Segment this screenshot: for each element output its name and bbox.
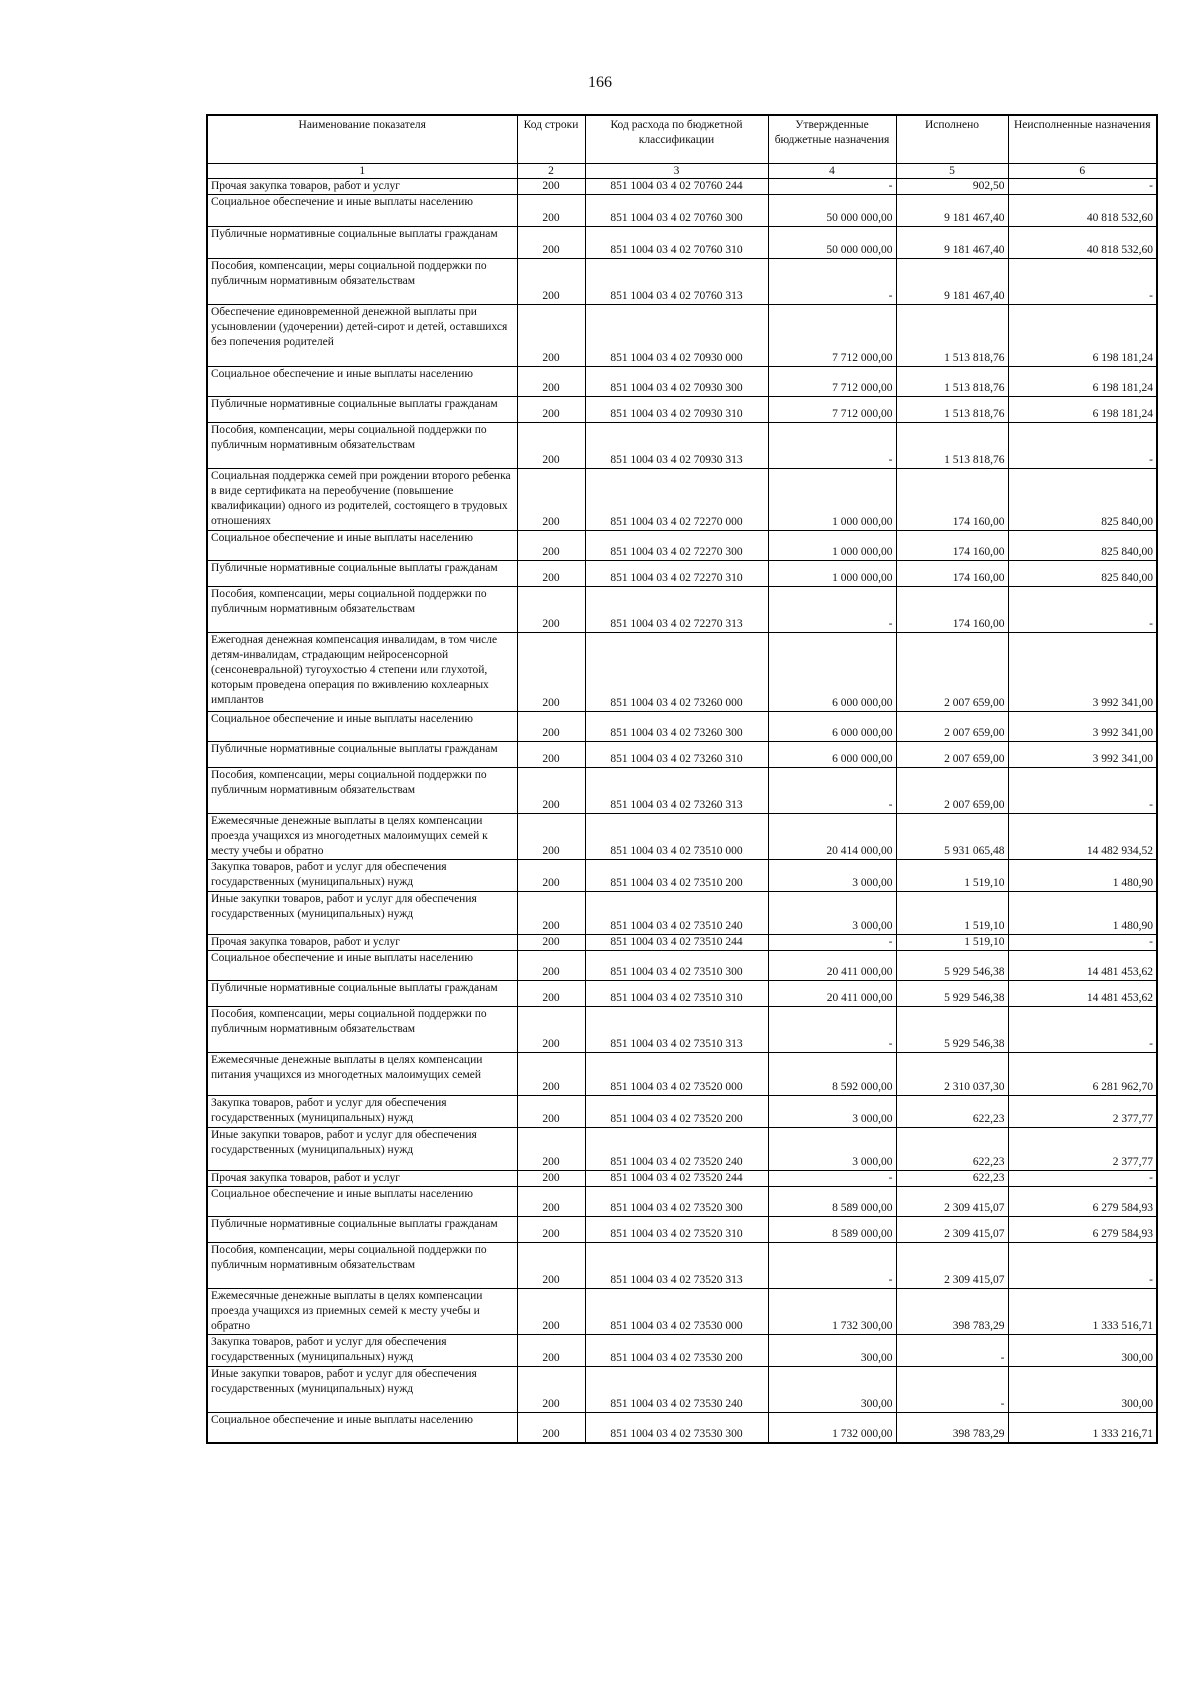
approved-amount-cell: 50 000 000,00: [768, 227, 896, 259]
table-row: [207, 712, 1157, 742]
approved-amount-cell: 300,00: [768, 1335, 896, 1367]
budget-code-cell: 851 1004 03 4 02 72270 310: [585, 561, 768, 587]
approved-amount-cell: 1 000 000,00: [768, 531, 896, 561]
header-line-code: Код строки: [517, 115, 585, 163]
line-code-cell: 200: [517, 1171, 585, 1187]
unexecuted-amount-cell: 14 482 934,52: [1008, 814, 1157, 860]
approved-amount-cell: 8 592 000,00: [768, 1053, 896, 1096]
unexecuted-amount-cell: 40 818 532,60: [1008, 227, 1157, 259]
column-number: 5: [896, 163, 1008, 179]
executed-amount-cell: 5 929 546,38: [896, 1007, 1008, 1053]
budget-code-cell: 851 1004 03 4 02 72270 000: [585, 469, 768, 531]
approved-amount-cell: 300,00: [768, 1367, 896, 1413]
indicator-name-cell: Социальное обеспечение и иные выплаты населению: [207, 1413, 517, 1443]
budget-code-cell: 851 1004 03 4 02 73520 313: [585, 1243, 768, 1289]
indicator-name-cell: Пособия, компенсации, меры социальной поддержки по публичным нормативным обязательствам: [207, 768, 517, 814]
executed-amount-cell: 174 160,00: [896, 469, 1008, 531]
approved-amount-cell: 6 000 000,00: [768, 633, 896, 712]
budget-code-cell: 851 1004 03 4 02 70930 313: [585, 423, 768, 469]
unexecuted-amount-cell: 825 840,00: [1008, 561, 1157, 587]
line-code-cell: 200: [517, 259, 585, 305]
indicator-name-cell: Иные закупки товаров, работ и услуг для обеспечения государственных (муниципальных) нужд: [207, 892, 517, 935]
budget-code-cell: 851 1004 03 4 02 73260 310: [585, 742, 768, 768]
executed-amount-cell: 2 309 415,07: [896, 1243, 1008, 1289]
budget-code-cell: 851 1004 03 4 02 73520 000: [585, 1053, 768, 1096]
indicator-name-cell: Публичные нормативные социальные выплаты гражданам: [207, 981, 517, 1007]
line-code-cell: 200: [517, 179, 585, 195]
indicator-name-cell: Пособия, компенсации, меры социальной поддержки по публичным нормативным обязательствам: [207, 1007, 517, 1053]
budget-code-cell: 851 1004 03 4 02 73260 313: [585, 768, 768, 814]
executed-amount-cell: 5 931 065,48: [896, 814, 1008, 860]
approved-amount-cell: 50 000 000,00: [768, 195, 896, 227]
budget-code-cell: 851 1004 03 4 02 73520 240: [585, 1128, 768, 1171]
approved-amount-cell: 1 000 000,00: [768, 561, 896, 587]
approved-amount-cell: -: [768, 935, 896, 951]
executed-amount-cell: 5 929 546,38: [896, 951, 1008, 981]
table-row: [207, 397, 1157, 423]
executed-amount-cell: 2 310 037,30: [896, 1053, 1008, 1096]
executed-amount-cell: 2 007 659,00: [896, 633, 1008, 712]
unexecuted-amount-cell: 6 198 181,24: [1008, 397, 1157, 423]
table-row: [207, 1096, 1157, 1128]
executed-amount-cell: 174 160,00: [896, 561, 1008, 587]
unexecuted-amount-cell: -: [1008, 1007, 1157, 1053]
executed-amount-cell: 622,23: [896, 1096, 1008, 1128]
unexecuted-amount-cell: -: [1008, 1171, 1157, 1187]
indicator-name-cell: Ежегодная денежная компенсация инвалидам, в том числе детям-инвалидам, страдающим нейросенсорной (сенсоневральной) тугоухостью 4 степени или глухотой, которым проведена операция по вживлению кохлеарных имплантов: [207, 633, 517, 712]
executed-amount-cell: 174 160,00: [896, 531, 1008, 561]
approved-amount-cell: 6 000 000,00: [768, 742, 896, 768]
unexecuted-amount-cell: 14 481 453,62: [1008, 951, 1157, 981]
indicator-name-cell: Публичные нормативные социальные выплаты гражданам: [207, 561, 517, 587]
approved-amount-cell: 8 589 000,00: [768, 1217, 896, 1243]
line-code-cell: 200: [517, 397, 585, 423]
indicator-name-cell: Социальное обеспечение и иные выплаты населению: [207, 951, 517, 981]
approved-amount-cell: 3 000,00: [768, 1128, 896, 1171]
unexecuted-amount-cell: 300,00: [1008, 1335, 1157, 1367]
table-row: [207, 1217, 1157, 1243]
executed-amount-cell: 174 160,00: [896, 587, 1008, 633]
unexecuted-amount-cell: 2 377,77: [1008, 1128, 1157, 1171]
unexecuted-amount-cell: 2 377,77: [1008, 1096, 1157, 1128]
executed-amount-cell: 2 309 415,07: [896, 1187, 1008, 1217]
unexecuted-amount-cell: 3 992 341,00: [1008, 633, 1157, 712]
executed-amount-cell: 2 007 659,00: [896, 712, 1008, 742]
approved-amount-cell: 8 589 000,00: [768, 1187, 896, 1217]
executed-amount-cell: 1 519,10: [896, 892, 1008, 935]
table-row: [207, 1171, 1157, 1187]
table-row: [207, 860, 1157, 892]
table-row: [207, 227, 1157, 259]
indicator-name-cell: Пособия, компенсации, меры социальной поддержки по публичным нормативным обязательствам: [207, 1243, 517, 1289]
indicator-name-cell: Публичные нормативные социальные выплаты гражданам: [207, 397, 517, 423]
table-row: [207, 1053, 1157, 1096]
indicator-name-cell: Обеспечение единовременной денежной выплаты при усыновлении (удочерении) детей-сирот и детей, оставшихся без попечения родителей: [207, 305, 517, 367]
unexecuted-amount-cell: 825 840,00: [1008, 531, 1157, 561]
approved-amount-cell: 3 000,00: [768, 860, 896, 892]
line-code-cell: 200: [517, 531, 585, 561]
table-row: [207, 469, 1157, 531]
unexecuted-amount-cell: 6 198 181,24: [1008, 367, 1157, 397]
budget-code-cell: 851 1004 03 4 02 73520 310: [585, 1217, 768, 1243]
unexecuted-amount-cell: -: [1008, 259, 1157, 305]
indicator-name-cell: Иные закупки товаров, работ и услуг для обеспечения государственных (муниципальных) нужд: [207, 1367, 517, 1413]
table-row: [207, 1367, 1157, 1413]
table-row: [207, 531, 1157, 561]
budget-code-cell: 851 1004 03 4 02 73520 200: [585, 1096, 768, 1128]
column-number-row: [207, 163, 1157, 179]
unexecuted-amount-cell: -: [1008, 935, 1157, 951]
approved-amount-cell: -: [768, 768, 896, 814]
indicator-name-cell: Социальное обеспечение и иные выплаты населению: [207, 195, 517, 227]
budget-code-cell: 851 1004 03 4 02 70760 310: [585, 227, 768, 259]
line-code-cell: 200: [517, 469, 585, 531]
line-code-cell: 200: [517, 935, 585, 951]
executed-amount-cell: 1 513 818,76: [896, 397, 1008, 423]
executed-amount-cell: 2 007 659,00: [896, 768, 1008, 814]
line-code-cell: 200: [517, 1335, 585, 1367]
approved-amount-cell: 7 712 000,00: [768, 367, 896, 397]
table-row: [207, 367, 1157, 397]
budget-code-cell: 851 1004 03 4 02 73510 000: [585, 814, 768, 860]
unexecuted-amount-cell: -: [1008, 768, 1157, 814]
line-code-cell: 200: [517, 981, 585, 1007]
line-code-cell: 200: [517, 1007, 585, 1053]
unexecuted-amount-cell: 14 481 453,62: [1008, 981, 1157, 1007]
line-code-cell: 200: [517, 1096, 585, 1128]
approved-amount-cell: -: [768, 259, 896, 305]
line-code-cell: 200: [517, 768, 585, 814]
executed-amount-cell: 1 513 818,76: [896, 423, 1008, 469]
approved-amount-cell: 3 000,00: [768, 892, 896, 935]
budget-code-cell: 851 1004 03 4 02 73520 244: [585, 1171, 768, 1187]
indicator-name-cell: Прочая закупка товаров, работ и услуг: [207, 1171, 517, 1187]
unexecuted-amount-cell: 1 333 216,71: [1008, 1413, 1157, 1443]
table-row: [207, 179, 1157, 195]
executed-amount-cell: 9 181 467,40: [896, 259, 1008, 305]
unexecuted-amount-cell: -: [1008, 423, 1157, 469]
indicator-name-cell: Пособия, компенсации, меры социальной поддержки по публичным нормативным обязательствам: [207, 259, 517, 305]
budget-code-cell: 851 1004 03 4 02 73510 310: [585, 981, 768, 1007]
table-body: [207, 179, 1157, 1443]
column-number: 3: [585, 163, 768, 179]
budget-code-cell: 851 1004 03 4 02 70760 313: [585, 259, 768, 305]
approved-amount-cell: 6 000 000,00: [768, 712, 896, 742]
unexecuted-amount-cell: 300,00: [1008, 1367, 1157, 1413]
unexecuted-amount-cell: 6 279 584,93: [1008, 1187, 1157, 1217]
table-row: [207, 768, 1157, 814]
executed-amount-cell: 9 181 467,40: [896, 195, 1008, 227]
indicator-name-cell: Социальное обеспечение и иные выплаты населению: [207, 367, 517, 397]
budget-code-cell: 851 1004 03 4 02 70930 000: [585, 305, 768, 367]
table-row: [207, 742, 1157, 768]
executed-amount-cell: 1 513 818,76: [896, 367, 1008, 397]
approved-amount-cell: -: [768, 587, 896, 633]
table-row: [207, 1243, 1157, 1289]
executed-amount-cell: 9 181 467,40: [896, 227, 1008, 259]
table-row: [207, 1128, 1157, 1171]
budget-code-cell: 851 1004 03 4 02 73520 300: [585, 1187, 768, 1217]
budget-code-cell: 851 1004 03 4 02 70760 300: [585, 195, 768, 227]
budget-code-cell: 851 1004 03 4 02 70760 244: [585, 179, 768, 195]
approved-amount-cell: 20 411 000,00: [768, 951, 896, 981]
approved-amount-cell: 1 732 000,00: [768, 1413, 896, 1443]
header-indicator-name: Наименование показателя: [207, 115, 517, 163]
table-row: [207, 935, 1157, 951]
budget-code-cell: 851 1004 03 4 02 70930 310: [585, 397, 768, 423]
approved-amount-cell: 7 712 000,00: [768, 397, 896, 423]
line-code-cell: 200: [517, 587, 585, 633]
approved-amount-cell: 20 414 000,00: [768, 814, 896, 860]
column-number: 1: [207, 163, 517, 179]
budget-code-cell: 851 1004 03 4 02 73510 313: [585, 1007, 768, 1053]
unexecuted-amount-cell: 1 480,90: [1008, 860, 1157, 892]
budget-code-cell: 851 1004 03 4 02 73510 240: [585, 892, 768, 935]
line-code-cell: 200: [517, 423, 585, 469]
indicator-name-cell: Ежемесячные денежные выплаты в целях компенсации проезда учащихся из многодетных малоимущих семей к месту учебы и обратно: [207, 814, 517, 860]
header-executed: Исполнено: [896, 115, 1008, 163]
indicator-name-cell: Социальная поддержка семей при рождении второго ребенка в виде сертификата на переобучение (повышение квалификации) одного из родителей, состоящего в трудовых отношениях: [207, 469, 517, 531]
indicator-name-cell: Пособия, компенсации, меры социальной поддержки по публичным нормативным обязательствам: [207, 423, 517, 469]
table-row: [207, 587, 1157, 633]
budget-code-cell: 851 1004 03 4 02 73260 300: [585, 712, 768, 742]
unexecuted-amount-cell: 825 840,00: [1008, 469, 1157, 531]
executed-amount-cell: 1 519,10: [896, 860, 1008, 892]
table-row: [207, 1289, 1157, 1335]
line-code-cell: 200: [517, 951, 585, 981]
line-code-cell: 200: [517, 712, 585, 742]
table-row: [207, 814, 1157, 860]
line-code-cell: 200: [517, 305, 585, 367]
indicator-name-cell: Ежемесячные денежные выплаты в целях компенсации питания учащихся из многодетных малоимущих семей: [207, 1053, 517, 1096]
indicator-name-cell: Закупка товаров, работ и услуг для обеспечения государственных (муниципальных) нужд: [207, 860, 517, 892]
table-row: [207, 981, 1157, 1007]
table-row: [207, 892, 1157, 935]
indicator-name-cell: Публичные нормативные социальные выплаты гражданам: [207, 1217, 517, 1243]
approved-amount-cell: -: [768, 423, 896, 469]
unexecuted-amount-cell: 1 333 516,71: [1008, 1289, 1157, 1335]
indicator-name-cell: Закупка товаров, работ и услуг для обеспечения государственных (муниципальных) нужд: [207, 1335, 517, 1367]
table-row: [207, 1007, 1157, 1053]
executed-amount-cell: 2 007 659,00: [896, 742, 1008, 768]
table-row: [207, 1413, 1157, 1443]
indicator-name-cell: Публичные нормативные социальные выплаты гражданам: [207, 227, 517, 259]
line-code-cell: 200: [517, 1413, 585, 1443]
approved-amount-cell: 20 411 000,00: [768, 981, 896, 1007]
indicator-name-cell: Социальное обеспечение и иные выплаты населению: [207, 1187, 517, 1217]
line-code-cell: 200: [517, 860, 585, 892]
header-row: [207, 115, 1157, 163]
header-unexecuted-appropriations: Неисполненные назначения: [1008, 115, 1157, 163]
executed-amount-cell: 1 513 818,76: [896, 305, 1008, 367]
executed-amount-cell: 622,23: [896, 1128, 1008, 1171]
table-row: [207, 1335, 1157, 1367]
budget-code-cell: 851 1004 03 4 02 73510 300: [585, 951, 768, 981]
line-code-cell: 200: [517, 1289, 585, 1335]
budget-code-cell: 851 1004 03 4 02 73530 000: [585, 1289, 768, 1335]
unexecuted-amount-cell: 6 279 584,93: [1008, 1217, 1157, 1243]
approved-amount-cell: -: [768, 1243, 896, 1289]
unexecuted-amount-cell: 6 198 181,24: [1008, 305, 1157, 367]
unexecuted-amount-cell: 40 818 532,60: [1008, 195, 1157, 227]
table-row: [207, 561, 1157, 587]
unexecuted-amount-cell: -: [1008, 179, 1157, 195]
indicator-name-cell: Закупка товаров, работ и услуг для обеспечения государственных (муниципальных) нужд: [207, 1096, 517, 1128]
line-code-cell: 200: [517, 561, 585, 587]
line-code-cell: 200: [517, 1128, 585, 1171]
approved-amount-cell: 1 000 000,00: [768, 469, 896, 531]
budget-code-cell: 851 1004 03 4 02 73530 300: [585, 1413, 768, 1443]
budget-code-cell: 851 1004 03 4 02 72270 313: [585, 587, 768, 633]
indicator-name-cell: Прочая закупка товаров, работ и услуг: [207, 179, 517, 195]
table-row: [207, 633, 1157, 712]
line-code-cell: 200: [517, 633, 585, 712]
executed-amount-cell: 2 309 415,07: [896, 1217, 1008, 1243]
budget-execution-table: [206, 114, 1158, 1444]
table-row: [207, 305, 1157, 367]
budget-code-cell: 851 1004 03 4 02 73510 244: [585, 935, 768, 951]
indicator-name-cell: Иные закупки товаров, работ и услуг для обеспечения государственных (муниципальных) нужд: [207, 1128, 517, 1171]
approved-amount-cell: -: [768, 1007, 896, 1053]
line-code-cell: 200: [517, 1187, 585, 1217]
executed-amount-cell: 902,50: [896, 179, 1008, 195]
table-row: [207, 423, 1157, 469]
line-code-cell: 200: [517, 195, 585, 227]
indicator-name-cell: Ежемесячные денежные выплаты в целях компенсации проезда учащихся из приемных семей к месту учебы и обратно: [207, 1289, 517, 1335]
executed-amount-cell: 398 783,29: [896, 1413, 1008, 1443]
table-row: [207, 951, 1157, 981]
indicator-name-cell: Пособия, компенсации, меры социальной поддержки по публичным нормативным обязательствам: [207, 587, 517, 633]
budget-code-cell: 851 1004 03 4 02 73530 200: [585, 1335, 768, 1367]
column-number: 2: [517, 163, 585, 179]
budget-code-cell: 851 1004 03 4 02 73260 000: [585, 633, 768, 712]
budget-code-cell: 851 1004 03 4 02 73510 200: [585, 860, 768, 892]
table-row: [207, 195, 1157, 227]
approved-amount-cell: -: [768, 1171, 896, 1187]
executed-amount-cell: 5 929 546,38: [896, 981, 1008, 1007]
line-code-cell: 200: [517, 814, 585, 860]
table-row: [207, 1187, 1157, 1217]
budget-code-cell: 851 1004 03 4 02 73530 240: [585, 1367, 768, 1413]
unexecuted-amount-cell: 6 281 962,70: [1008, 1053, 1157, 1096]
executed-amount-cell: -: [896, 1367, 1008, 1413]
line-code-cell: 200: [517, 892, 585, 935]
header-budget-classification-code: Код расхода по бюджетной классификации: [585, 115, 768, 163]
budget-code-cell: 851 1004 03 4 02 70930 300: [585, 367, 768, 397]
line-code-cell: 200: [517, 1217, 585, 1243]
column-number: 6: [1008, 163, 1157, 179]
executed-amount-cell: 1 519,10: [896, 935, 1008, 951]
line-code-cell: 200: [517, 1243, 585, 1289]
line-code-cell: 200: [517, 367, 585, 397]
indicator-name-cell: Социальное обеспечение и иные выплаты населению: [207, 531, 517, 561]
indicator-name-cell: Публичные нормативные социальные выплаты гражданам: [207, 742, 517, 768]
executed-amount-cell: -: [896, 1335, 1008, 1367]
indicator-name-cell: Прочая закупка товаров, работ и услуг: [207, 935, 517, 951]
page-number: 166: [588, 74, 612, 91]
unexecuted-amount-cell: 3 992 341,00: [1008, 742, 1157, 768]
line-code-cell: 200: [517, 227, 585, 259]
unexecuted-amount-cell: 3 992 341,00: [1008, 712, 1157, 742]
table-row: [207, 259, 1157, 305]
unexecuted-amount-cell: 1 480,90: [1008, 892, 1157, 935]
executed-amount-cell: 622,23: [896, 1171, 1008, 1187]
unexecuted-amount-cell: -: [1008, 587, 1157, 633]
column-number: 4: [768, 163, 896, 179]
approved-amount-cell: 3 000,00: [768, 1096, 896, 1128]
approved-amount-cell: 1 732 300,00: [768, 1289, 896, 1335]
approved-amount-cell: 7 712 000,00: [768, 305, 896, 367]
indicator-name-cell: Социальное обеспечение и иные выплаты населению: [207, 712, 517, 742]
unexecuted-amount-cell: -: [1008, 1243, 1157, 1289]
line-code-cell: 200: [517, 1053, 585, 1096]
executed-amount-cell: 398 783,29: [896, 1289, 1008, 1335]
budget-code-cell: 851 1004 03 4 02 72270 300: [585, 531, 768, 561]
header-approved-appropriations: Утвержденные бюджетные назначения: [768, 115, 896, 163]
line-code-cell: 200: [517, 742, 585, 768]
approved-amount-cell: -: [768, 179, 896, 195]
line-code-cell: 200: [517, 1367, 585, 1413]
